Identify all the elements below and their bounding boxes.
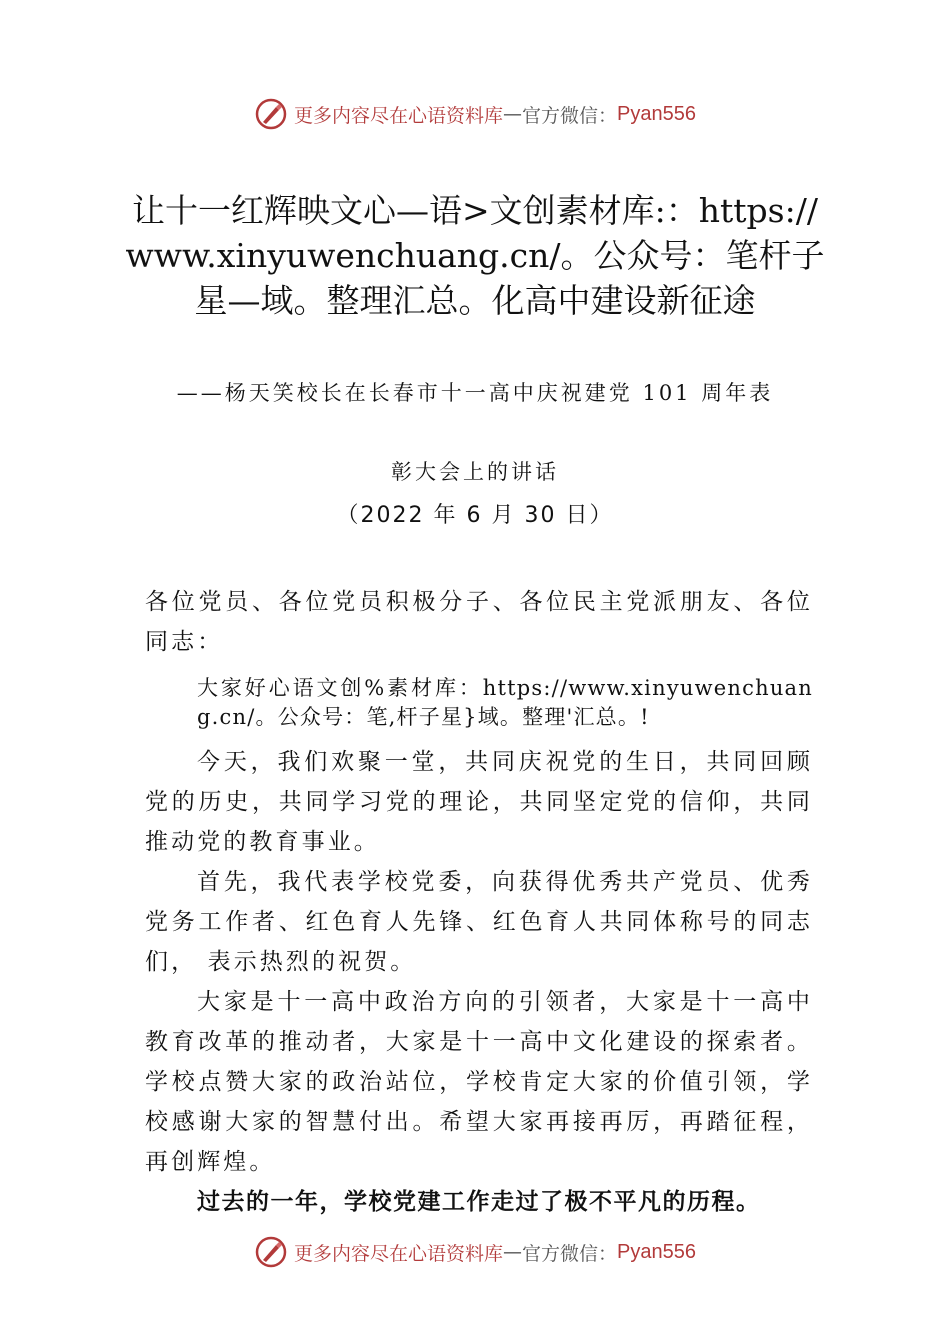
banner-wechat-label: 官方微信： [522, 104, 618, 127]
footer-banner [0, 1232, 950, 1272]
page-title: 让十一红辉映文心—语>文创素材库:：https://www.xinyuwenchuang.cn/。公众号：笔杆子星—域。整理汇总。化高中建设新征途 [125, 191, 825, 320]
document-body [145, 582, 813, 1222]
banner-text: 更多内容尽在心语资料库 [294, 104, 504, 127]
header-banner [0, 94, 950, 134]
paragraph-4-bold: 过去的一年，学校党建工作走过了极不平凡的历程。 [197, 1189, 761, 1215]
greeting-paragraph: 大家好心语文创%素材库：https://www.xinyuwenchuang.cn/。公众号：笔,杆子星}域。整理'汇总。! [197, 676, 813, 729]
banner-dash: — [503, 1241, 523, 1263]
salutation-paragraph: 各位党员、各位党员积极分子、各位民主党派朋友、各位同志： [145, 589, 813, 655]
pen-logo-icon [254, 1235, 288, 1269]
banner-text: 更多内容尽在心语资料库 [294, 1242, 504, 1265]
pen-logo-icon [254, 97, 288, 131]
speech-date: （2022 年 6 月 30 日） [336, 503, 614, 528]
banner-wechat-id: Pyan556 [617, 102, 696, 125]
paragraph-3: 大家是十一高中政治方向的引领者，大家是十一高中教育改革的推动者，大家是十一高中文化建设的探索者。学校点赞大家的政治站位，学校肯定大家的价值引领，学校感谢大家的智慧付出。希望大家再接再厉，再踏征程，再创辉煌。 [145, 989, 813, 1175]
subtitle-line-2: 彰大会上的讲话 [391, 460, 559, 484]
paragraph-2: 首先，我代表学校党委，向获得优秀共产党员、优秀党务工作者、红色育人先锋、红色育人共同体称号的同志们， 表示热烈的祝贺。 [145, 869, 813, 975]
banner-wechat-label: 官方微信： [522, 1242, 618, 1265]
banner-dash: — [503, 103, 523, 125]
banner-wechat-id: Pyan556 [617, 1240, 696, 1263]
paragraph-1: 今天，我们欢聚一堂，共同庆祝党的生日，共同回顾党的历史，共同学习党的理论，共同坚定党的信仰，共同推动党的教育事业。 [145, 749, 813, 855]
subtitle-line-1: ——杨天笑校长在长春市十一高中庆祝建党 101 周年表 [176, 381, 774, 405]
